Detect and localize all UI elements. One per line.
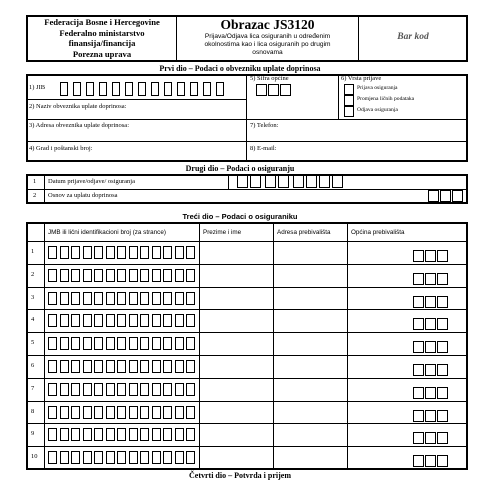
jmb-digit-box[interactable] bbox=[117, 428, 126, 441]
jmb-digit-box[interactable] bbox=[117, 292, 126, 305]
municipality-code-box[interactable] bbox=[425, 273, 436, 285]
jmb-digit-box[interactable] bbox=[175, 428, 184, 441]
grid-line bbox=[27, 423, 467, 424]
jmb-digit-box[interactable] bbox=[48, 406, 57, 419]
municipality-code-box[interactable] bbox=[413, 341, 424, 353]
jmb-digit-box[interactable] bbox=[83, 428, 92, 441]
jmb-digit-box[interactable] bbox=[71, 406, 80, 419]
jmb-digit-box[interactable] bbox=[186, 314, 195, 327]
column-name: Prezime i ime bbox=[203, 229, 242, 236]
jmb-digit-box[interactable] bbox=[48, 314, 57, 327]
jmb-digit-box[interactable] bbox=[152, 406, 161, 419]
jmb-digit-box[interactable] bbox=[71, 360, 80, 373]
municipality-code-box[interactable] bbox=[413, 296, 424, 308]
jmb-digit-box[interactable] bbox=[83, 292, 92, 305]
option-odjava: Odjava osiguranja bbox=[357, 107, 398, 113]
jmb-digit-box[interactable] bbox=[152, 314, 161, 327]
option-prijava: Prijava osiguranja bbox=[357, 85, 398, 91]
jmb-digit-box[interactable] bbox=[186, 246, 195, 259]
jmb-digit-box[interactable] bbox=[129, 383, 138, 396]
jmb-digit-box[interactable] bbox=[175, 451, 184, 464]
jmb-digit-box[interactable] bbox=[83, 451, 92, 464]
row-number: 7 bbox=[31, 385, 35, 392]
jmb-digit-box[interactable] bbox=[186, 383, 195, 396]
municipality-code-box[interactable] bbox=[437, 387, 448, 399]
grid-line bbox=[27, 99, 246, 100]
row-number: 5 bbox=[31, 339, 35, 346]
jib-digit-box[interactable] bbox=[151, 82, 159, 96]
jmb-digit-box[interactable] bbox=[129, 337, 138, 350]
jib-digit-box[interactable] bbox=[177, 82, 185, 96]
option-promjena: Promjena ličnih podataka bbox=[357, 96, 415, 102]
municipality-code-box[interactable] bbox=[413, 410, 424, 422]
municipality-code-box[interactable] bbox=[413, 432, 424, 444]
grid-line bbox=[27, 332, 467, 333]
jmb-digit-box[interactable] bbox=[48, 360, 57, 373]
jmb-digit-box[interactable] bbox=[163, 246, 172, 259]
phone-label: 7) Telefon: bbox=[250, 122, 279, 129]
municipality-code-box[interactable] bbox=[413, 250, 424, 262]
row-number: 9 bbox=[31, 430, 35, 437]
row-number: 3 bbox=[31, 294, 35, 301]
jmb-digit-box[interactable] bbox=[186, 292, 195, 305]
row-number: 1 bbox=[33, 178, 37, 185]
jmb-digit-box[interactable] bbox=[140, 269, 149, 282]
basis-box[interactable] bbox=[452, 190, 463, 202]
row-number: 4 bbox=[31, 316, 35, 323]
municipality-code-box[interactable] bbox=[413, 318, 424, 330]
date-digit-box[interactable] bbox=[265, 175, 276, 188]
email-label: 8) E-mail: bbox=[250, 145, 277, 152]
jmb-digit-box[interactable] bbox=[140, 314, 149, 327]
jmb-digit-box[interactable] bbox=[83, 406, 92, 419]
jmb-digit-box[interactable] bbox=[60, 246, 69, 259]
report-type-label: 6) Vrsta prijave bbox=[341, 75, 382, 82]
row-number: 6 bbox=[31, 362, 35, 369]
jmb-digit-box[interactable] bbox=[83, 360, 92, 373]
form-desc-line: okolnostima kao i lica osiguranih po drugim bbox=[204, 41, 331, 48]
jmb-digit-box[interactable] bbox=[152, 428, 161, 441]
address-label: 3) Adresa obveznika uplate doprinosa: bbox=[29, 122, 129, 129]
jmb-digit-box[interactable] bbox=[163, 292, 172, 305]
date-digit-box[interactable] bbox=[332, 175, 343, 188]
jmb-digit-box[interactable] bbox=[163, 451, 172, 464]
jmb-digit-box[interactable] bbox=[152, 383, 161, 396]
jib-digit-box[interactable] bbox=[138, 82, 146, 96]
row-number: 8 bbox=[31, 408, 35, 415]
jmb-digit-box[interactable] bbox=[140, 428, 149, 441]
municipality-code-box[interactable] bbox=[413, 364, 424, 376]
municipality-code-box[interactable] bbox=[437, 432, 448, 444]
checkbox-prijava[interactable] bbox=[344, 84, 354, 95]
jmb-digit-box[interactable] bbox=[94, 451, 103, 464]
jmb-digit-box[interactable] bbox=[117, 337, 126, 350]
jib-digit-box[interactable] bbox=[190, 82, 198, 96]
jmb-digit-box[interactable] bbox=[106, 451, 115, 464]
jmb-digit-box[interactable] bbox=[94, 269, 103, 282]
jmb-digit-box[interactable] bbox=[140, 451, 149, 464]
jib-label: 1) JIB bbox=[29, 84, 46, 91]
jmb-digit-box[interactable] bbox=[83, 337, 92, 350]
jmb-digit-box[interactable] bbox=[186, 451, 195, 464]
municipality-code-label: 5) Šifra općine bbox=[250, 75, 289, 82]
row-number: 1 bbox=[31, 248, 35, 255]
org-line: finansija/financija bbox=[68, 38, 136, 48]
grid-line bbox=[27, 241, 467, 242]
municipality-code-box[interactable] bbox=[425, 432, 436, 444]
grid-line bbox=[27, 264, 467, 265]
jib-digit-box[interactable] bbox=[125, 82, 133, 96]
grid-line bbox=[338, 75, 339, 119]
date-label: Datum prijave/odjave/ osiguranja bbox=[48, 178, 136, 185]
jmb-digit-box[interactable] bbox=[106, 360, 115, 373]
jmb-digit-box[interactable] bbox=[106, 383, 115, 396]
jmb-digit-box[interactable] bbox=[129, 360, 138, 373]
jmb-digit-box[interactable] bbox=[71, 383, 80, 396]
form-desc-line: Prijava/Odjava lica osiguranih u određenim bbox=[204, 33, 331, 40]
municipality-code-box[interactable] bbox=[425, 296, 436, 308]
jmb-digit-box[interactable] bbox=[117, 246, 126, 259]
grid-line bbox=[44, 223, 45, 469]
grid-line bbox=[27, 287, 467, 288]
municipality-code-box[interactable] bbox=[413, 387, 424, 399]
municipality-code-box[interactable] bbox=[413, 273, 424, 285]
jmb-digit-box[interactable] bbox=[163, 360, 172, 373]
basis-box[interactable] bbox=[440, 190, 451, 202]
jib-digit-box[interactable] bbox=[216, 82, 224, 96]
jmb-digit-box[interactable] bbox=[60, 292, 69, 305]
jib-digit-box[interactable] bbox=[73, 82, 81, 96]
checkbox-odjava[interactable] bbox=[344, 106, 354, 117]
date-digit-box[interactable] bbox=[250, 175, 261, 188]
date-digit-box[interactable] bbox=[319, 175, 330, 188]
part4-title: Četvrti dio – Potvrda i prijem bbox=[189, 471, 291, 480]
jmb-digit-box[interactable] bbox=[106, 428, 115, 441]
row-number: 2 bbox=[33, 192, 37, 199]
org-line: Federalno ministarstvo bbox=[59, 27, 145, 38]
grid-line bbox=[347, 223, 348, 469]
jmb-digit-box[interactable] bbox=[94, 360, 103, 373]
jmb-digit-box[interactable] bbox=[117, 383, 126, 396]
grid-line bbox=[27, 141, 467, 142]
jib-digit-box[interactable] bbox=[203, 82, 211, 96]
jmb-digit-box[interactable] bbox=[71, 292, 80, 305]
row-number: 2 bbox=[31, 271, 35, 278]
jmb-digit-box[interactable] bbox=[106, 337, 115, 350]
jmb-digit-box[interactable] bbox=[60, 406, 69, 419]
checkbox-promjena[interactable] bbox=[344, 95, 354, 106]
grid-line bbox=[27, 119, 467, 120]
municipality-code-box[interactable] bbox=[425, 455, 436, 467]
jmb-digit-box[interactable] bbox=[163, 269, 172, 282]
date-digit-box[interactable] bbox=[278, 175, 289, 188]
column-municipality: Općina prebivališta bbox=[351, 229, 405, 236]
jmb-digit-box[interactable] bbox=[117, 314, 126, 327]
grid-line bbox=[44, 175, 45, 203]
municipality-code-box[interactable] bbox=[437, 455, 448, 467]
grid-line bbox=[27, 309, 467, 310]
part3-title: Treći dio – Podaci o osiguraniku bbox=[182, 212, 298, 221]
jmb-digit-box[interactable] bbox=[186, 428, 195, 441]
jmb-digit-box[interactable] bbox=[71, 451, 80, 464]
jmb-digit-box[interactable] bbox=[60, 337, 69, 350]
municipality-code-box[interactable] bbox=[280, 84, 291, 96]
jmb-digit-box[interactable] bbox=[129, 246, 138, 259]
jmb-digit-box[interactable] bbox=[48, 337, 57, 350]
grid-line bbox=[273, 223, 274, 469]
jmb-digit-box[interactable] bbox=[129, 292, 138, 305]
jmb-digit-box[interactable] bbox=[60, 383, 69, 396]
jmb-digit-box[interactable] bbox=[163, 337, 172, 350]
jmb-digit-box[interactable] bbox=[94, 406, 103, 419]
org-line: Porezna uprava bbox=[72, 48, 132, 59]
jmb-digit-box[interactable] bbox=[117, 269, 126, 282]
jmb-digit-box[interactable] bbox=[71, 428, 80, 441]
jmb-digit-box[interactable] bbox=[83, 269, 92, 282]
grid-line bbox=[27, 355, 467, 356]
part3-section bbox=[26, 222, 468, 470]
jmb-digit-box[interactable] bbox=[94, 246, 103, 259]
grid-line bbox=[27, 189, 467, 190]
jmb-digit-box[interactable] bbox=[175, 269, 184, 282]
jmb-digit-box[interactable] bbox=[71, 246, 80, 259]
column-jmb: JMB ili lični identifikacioni broj (za strance) bbox=[48, 229, 166, 236]
date-digit-box[interactable] bbox=[293, 175, 304, 188]
org-name bbox=[28, 17, 176, 59]
jmb-digit-box[interactable] bbox=[175, 314, 184, 327]
basis-label: Osnov za uplatu doprinosa bbox=[48, 192, 118, 199]
municipality-code-box[interactable] bbox=[425, 364, 436, 376]
municipality-code-box[interactable] bbox=[268, 84, 279, 96]
jmb-digit-box[interactable] bbox=[163, 314, 172, 327]
jmb-digit-box[interactable] bbox=[129, 451, 138, 464]
jmb-digit-box[interactable] bbox=[163, 406, 172, 419]
jmb-digit-box[interactable] bbox=[94, 292, 103, 305]
city-label: 4) Grad i poštanski broj: bbox=[29, 145, 93, 152]
grid-line bbox=[199, 223, 200, 469]
jmb-digit-box[interactable] bbox=[175, 360, 184, 373]
jmb-digit-box[interactable] bbox=[48, 292, 57, 305]
jmb-digit-box[interactable] bbox=[83, 383, 92, 396]
jmb-digit-box[interactable] bbox=[60, 269, 69, 282]
barcode-label: Bar kod bbox=[397, 32, 429, 42]
jmb-digit-box[interactable] bbox=[163, 428, 172, 441]
jmb-digit-box[interactable] bbox=[60, 428, 69, 441]
part1-title: Prvi dio – Podaci o obvezniku uplate doprinosa bbox=[159, 64, 321, 73]
jmb-digit-box[interactable] bbox=[129, 428, 138, 441]
jmb-digit-box[interactable] bbox=[48, 269, 57, 282]
date-digit-box[interactable] bbox=[306, 175, 317, 188]
name-label: 2) Naziv obveznika uplate doprinosa: bbox=[29, 103, 127, 110]
jmb-digit-box[interactable] bbox=[175, 383, 184, 396]
municipality-code-box[interactable] bbox=[437, 364, 448, 376]
municipality-code-box[interactable] bbox=[437, 318, 448, 330]
jib-digit-box[interactable] bbox=[164, 82, 172, 96]
municipality-code-box[interactable] bbox=[437, 410, 448, 422]
jmb-digit-box[interactable] bbox=[186, 360, 195, 373]
jmb-digit-box[interactable] bbox=[152, 292, 161, 305]
municipality-code-box[interactable] bbox=[437, 341, 448, 353]
row-number: 10 bbox=[31, 453, 38, 460]
jmb-digit-box[interactable] bbox=[106, 269, 115, 282]
jmb-digit-box[interactable] bbox=[129, 314, 138, 327]
jmb-digit-box[interactable] bbox=[186, 337, 195, 350]
jmb-digit-box[interactable] bbox=[117, 360, 126, 373]
jmb-digit-box[interactable] bbox=[140, 337, 149, 350]
grid-line bbox=[27, 401, 467, 402]
column-address: Adresa prebivališta bbox=[277, 229, 331, 236]
grid-line bbox=[27, 378, 467, 379]
jmb-digit-box[interactable] bbox=[94, 383, 103, 396]
jmb-digit-box[interactable] bbox=[106, 314, 115, 327]
jmb-digit-box[interactable] bbox=[175, 406, 184, 419]
jmb-digit-box[interactable] bbox=[140, 360, 149, 373]
grid-line bbox=[228, 175, 229, 189]
jmb-digit-box[interactable] bbox=[60, 314, 69, 327]
jmb-digit-box[interactable] bbox=[175, 337, 184, 350]
header-divider bbox=[358, 16, 359, 61]
jmb-digit-box[interactable] bbox=[140, 246, 149, 259]
jmb-digit-box[interactable] bbox=[175, 292, 184, 305]
jmb-digit-box[interactable] bbox=[48, 451, 57, 464]
jmb-digit-box[interactable] bbox=[60, 451, 69, 464]
form-desc-line: osnovama bbox=[252, 49, 283, 56]
jmb-digit-box[interactable] bbox=[71, 314, 80, 327]
jmb-digit-box[interactable] bbox=[106, 406, 115, 419]
jmb-digit-box[interactable] bbox=[106, 246, 115, 259]
jmb-digit-box[interactable] bbox=[140, 406, 149, 419]
municipality-code-box[interactable] bbox=[425, 387, 436, 399]
jmb-digit-box[interactable] bbox=[152, 337, 161, 350]
jmb-digit-box[interactable] bbox=[48, 383, 57, 396]
part2-title: Drugi dio – Podaci o osiguranju bbox=[185, 164, 295, 173]
municipality-code-box[interactable] bbox=[437, 296, 448, 308]
basis-box[interactable] bbox=[428, 190, 439, 202]
municipality-code-box[interactable] bbox=[437, 273, 448, 285]
jmb-digit-box[interactable] bbox=[129, 269, 138, 282]
jmb-digit-box[interactable] bbox=[152, 360, 161, 373]
jmb-digit-box[interactable] bbox=[152, 246, 161, 259]
jmb-digit-box[interactable] bbox=[175, 246, 184, 259]
jmb-digit-box[interactable] bbox=[140, 292, 149, 305]
municipality-code-box[interactable] bbox=[425, 341, 436, 353]
jmb-digit-box[interactable] bbox=[94, 428, 103, 441]
jmb-digit-box[interactable] bbox=[106, 292, 115, 305]
form-title: Obrazac JS3120 bbox=[220, 17, 315, 32]
jmb-digit-box[interactable] bbox=[94, 337, 103, 350]
jmb-digit-box[interactable] bbox=[48, 246, 57, 259]
date-digit-box[interactable] bbox=[237, 175, 248, 188]
jmb-digit-box[interactable] bbox=[94, 314, 103, 327]
jmb-digit-box[interactable] bbox=[186, 269, 195, 282]
jmb-digit-box[interactable] bbox=[186, 406, 195, 419]
grid-line bbox=[246, 75, 247, 119]
jib-digit-box[interactable] bbox=[86, 82, 94, 96]
jmb-digit-box[interactable] bbox=[117, 406, 126, 419]
municipality-code-box[interactable] bbox=[437, 250, 448, 262]
jib-digit-box[interactable] bbox=[99, 82, 107, 96]
municipality-code-box[interactable] bbox=[425, 250, 436, 262]
municipality-code-box[interactable] bbox=[425, 318, 436, 330]
grid-line bbox=[27, 446, 467, 447]
jmb-digit-box[interactable] bbox=[140, 383, 149, 396]
jmb-digit-box[interactable] bbox=[163, 383, 172, 396]
jmb-digit-box[interactable] bbox=[48, 428, 57, 441]
jmb-digit-box[interactable] bbox=[152, 269, 161, 282]
grid-line bbox=[246, 119, 247, 161]
municipality-code-box[interactable] bbox=[256, 84, 267, 96]
municipality-code-box[interactable] bbox=[413, 455, 424, 467]
jmb-digit-box[interactable] bbox=[152, 451, 161, 464]
jmb-digit-box[interactable] bbox=[83, 314, 92, 327]
jmb-digit-box[interactable] bbox=[129, 406, 138, 419]
jib-digit-box[interactable] bbox=[60, 82, 68, 96]
municipality-code-box[interactable] bbox=[425, 410, 436, 422]
jmb-digit-box[interactable] bbox=[117, 451, 126, 464]
form-description bbox=[177, 33, 358, 57]
jmb-digit-box[interactable] bbox=[60, 360, 69, 373]
jmb-digit-box[interactable] bbox=[71, 269, 80, 282]
jmb-digit-box[interactable] bbox=[71, 337, 80, 350]
jib-digit-box[interactable] bbox=[112, 82, 120, 96]
org-line: Federacija Bosne i Hercegovine bbox=[44, 17, 160, 27]
jmb-digit-box[interactable] bbox=[83, 246, 92, 259]
